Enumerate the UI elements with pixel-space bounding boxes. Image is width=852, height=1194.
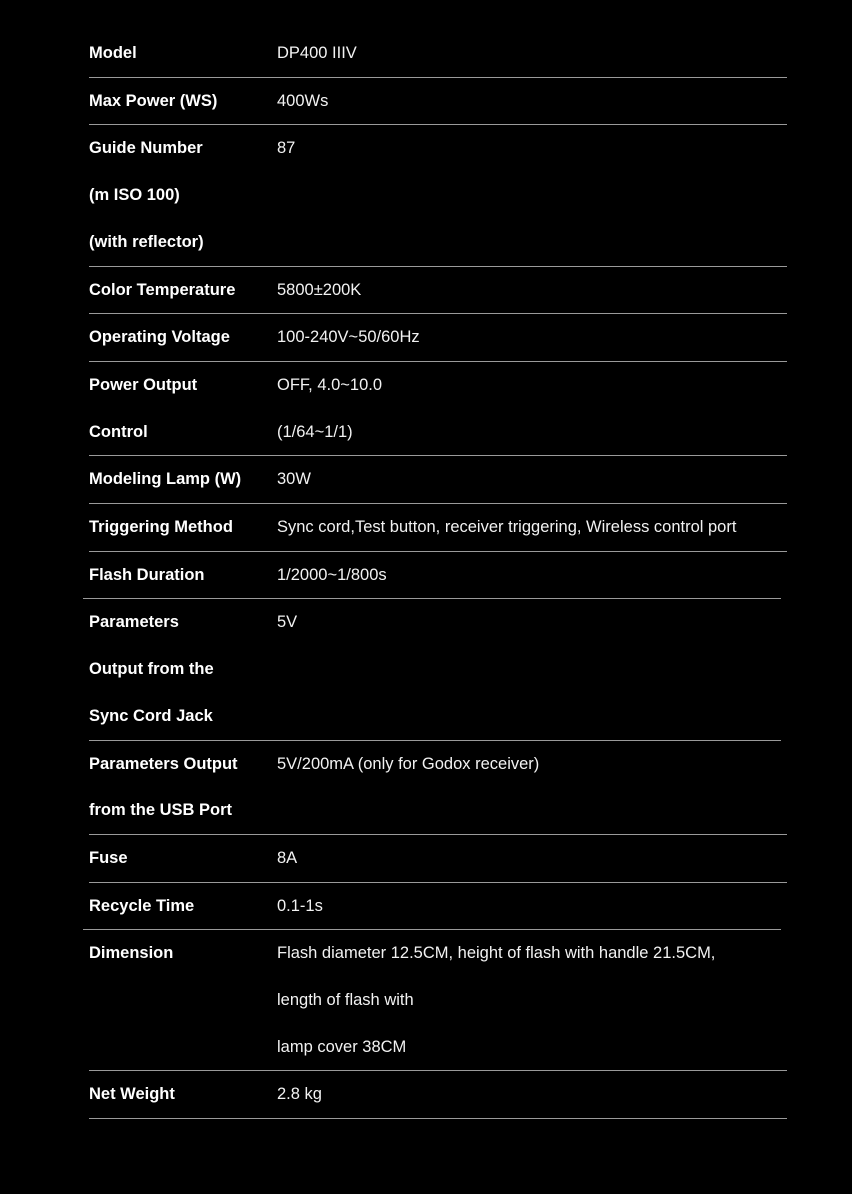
spec-row-flash-duration [83, 552, 781, 600]
spec-row-dimension [89, 930, 787, 1071]
spec-row-operating-voltage [89, 314, 787, 362]
spec-label-line: Parameters Output [89, 754, 238, 773]
spec-label [89, 267, 277, 314]
spec-value-line: 8A [277, 848, 298, 867]
spec-value-line: 100-240V~50/60Hz [277, 328, 420, 347]
spec-value-line: DP400 IIIV [277, 44, 357, 62]
spec-value-line: length of flash with [277, 991, 414, 1010]
spec-value [277, 930, 715, 1070]
spec-row-model [89, 30, 787, 78]
spec-label-line: Max Power (WS) [89, 91, 218, 110]
spec-label-line: Color Temperature [89, 280, 236, 299]
spec-value-line: 0.1-1s [277, 896, 323, 915]
spec-label-line: Guide Number [89, 139, 203, 158]
spec-label-line: Net Weight [89, 1085, 175, 1104]
spec-label-line: Flash Duration [89, 565, 205, 584]
spec-label [89, 30, 277, 77]
spec-value-line: 400Ws [277, 91, 329, 110]
spec-label-line: Control [89, 422, 148, 441]
spec-label-line: Operating Voltage [89, 328, 230, 347]
spec-value-line: OFF, 4.0~10.0 [277, 375, 383, 394]
spec-value-line: (1/64~1/1) [277, 422, 353, 441]
spec-label [89, 930, 277, 1070]
spec-label [89, 125, 277, 265]
spec-table [0, 30, 852, 1119]
spec-value [277, 599, 297, 739]
spec-value-line: 5800±200K [277, 280, 362, 299]
spec-value [277, 78, 328, 125]
spec-label-line: Fuse [89, 848, 128, 867]
spec-value [277, 741, 539, 834]
spec-value [277, 30, 357, 77]
spec-row-net-weight [89, 1071, 787, 1119]
spec-label-line: (m ISO 100) [89, 186, 180, 205]
spec-value-line: Flash diameter 12.5CM, height of flash with handle 21.5CM, [277, 944, 716, 963]
spec-label [89, 835, 277, 882]
spec-label [89, 314, 277, 361]
spec-label-line: Power Output [89, 375, 198, 394]
spec-value-line: Sync cord,Test button, receiver triggering, Wireless control port [277, 518, 737, 537]
spec-row-color-temperature [89, 267, 787, 315]
spec-label [89, 504, 277, 551]
spec-label-line: Dimension [89, 944, 174, 963]
spec-label-line: from the USB Port [89, 801, 233, 820]
spec-value [277, 267, 361, 314]
spec-row-usb-output [89, 741, 787, 835]
spec-label [89, 599, 277, 739]
spec-label [83, 552, 271, 599]
spec-label-line: Sync Cord Jack [89, 706, 213, 725]
spec-label-line: Triggering Method [89, 518, 233, 537]
spec-label [89, 741, 277, 834]
spec-row-max-power [89, 78, 787, 126]
spec-value-line: lamp cover 38CM [277, 1037, 407, 1056]
spec-row-recycle-time [83, 883, 781, 931]
spec-row-fuse [89, 835, 787, 883]
spec-label [89, 78, 277, 125]
spec-row-guide-number [89, 125, 787, 266]
spec-label-line: Modeling Lamp (W) [89, 470, 242, 489]
spec-value [277, 125, 295, 265]
spec-label-line: Recycle Time [89, 896, 195, 915]
spec-value-line: 30W [277, 470, 311, 489]
spec-value [271, 883, 323, 930]
spec-label-line: Parameters [89, 613, 179, 632]
spec-value [277, 314, 420, 361]
spec-label [83, 883, 271, 930]
spec-value [277, 456, 311, 503]
spec-label [89, 362, 277, 455]
spec-value-line: 2.8 kg [277, 1085, 322, 1104]
spec-label-line: Model [89, 44, 137, 62]
spec-row-triggering-method [89, 504, 787, 552]
spec-value [271, 552, 387, 599]
spec-value-line: 5V [277, 613, 298, 632]
spec-label [89, 456, 277, 503]
spec-label [89, 1071, 277, 1118]
spec-label-line: (with reflector) [89, 232, 204, 251]
spec-value-line: 1/2000~1/800s [277, 565, 387, 584]
spec-value-line: 87 [277, 139, 296, 158]
spec-value-line: 5V/200mA (only for Godox receiver) [277, 754, 540, 773]
spec-label-line: Output from the [89, 660, 214, 679]
spec-value [277, 362, 382, 455]
spec-row-power-output-control [89, 362, 787, 456]
spec-value [277, 1071, 322, 1118]
spec-row-modeling-lamp [89, 456, 787, 504]
spec-row-sync-cord-output [89, 599, 781, 740]
spec-value [277, 504, 736, 551]
spec-value [277, 835, 297, 882]
